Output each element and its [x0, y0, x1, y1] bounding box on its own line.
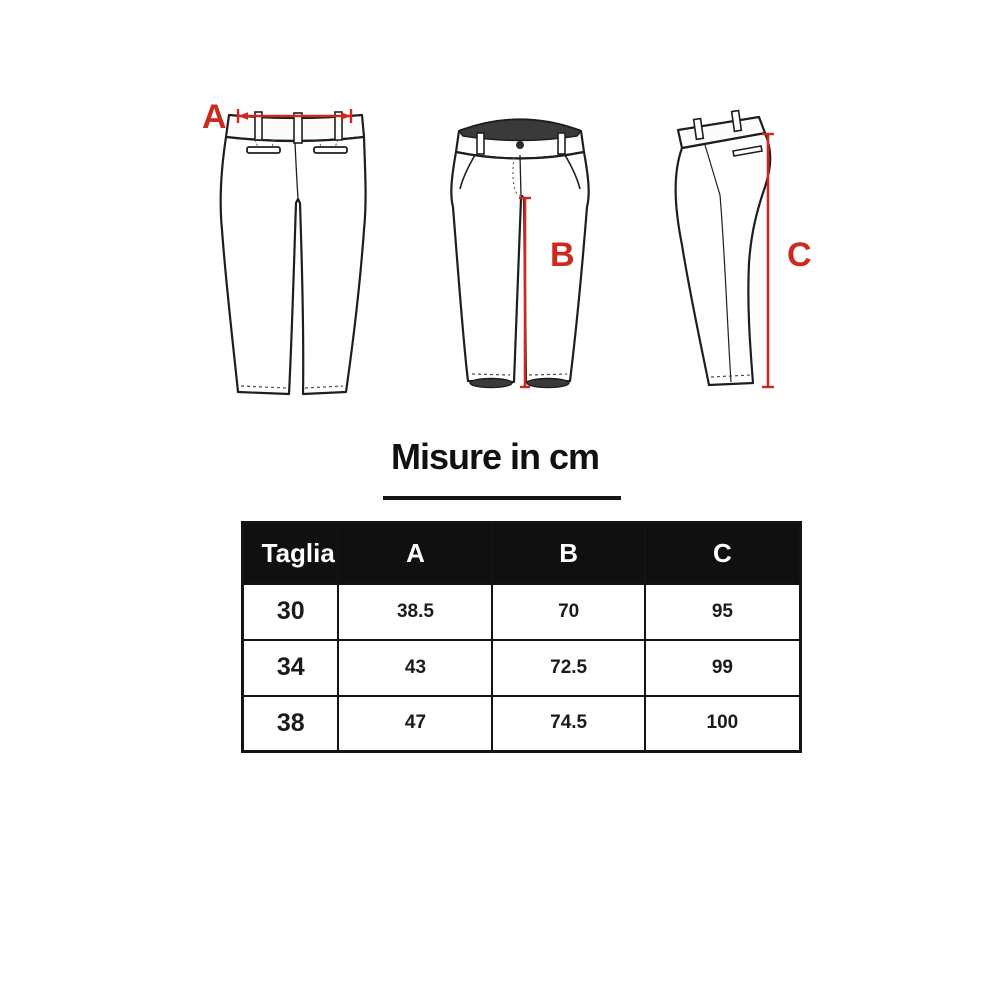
- value-cell: 72.5: [492, 640, 644, 696]
- size-cell: 34: [243, 640, 339, 696]
- pants-front-view-drawing: [430, 95, 620, 405]
- header-cell-taglia: Taglia: [243, 523, 339, 584]
- title-underline: [383, 496, 621, 500]
- value-cell: 70: [492, 584, 644, 640]
- value-cell: 74.5: [492, 696, 644, 752]
- measure-label-c: C: [787, 236, 812, 274]
- table-row: [243, 696, 801, 752]
- value-cell: 38.5: [338, 584, 492, 640]
- value-cell: 99: [645, 640, 801, 696]
- size-table-header: [243, 523, 801, 584]
- value-cell: 47: [338, 696, 492, 752]
- size-cell: 38: [243, 696, 339, 752]
- size-cell: 30: [243, 584, 339, 640]
- value-cell: 95: [645, 584, 801, 640]
- page-title: Misure in cm: [390, 436, 600, 477]
- pants-back-view-drawing: [195, 95, 395, 415]
- back-body-outline: [221, 137, 366, 394]
- left-hem-dark: [470, 379, 512, 388]
- value-cell: 100: [645, 696, 801, 752]
- side-body-outline: [676, 133, 771, 385]
- header-cell-c: C: [645, 523, 801, 584]
- table-row: [243, 640, 801, 696]
- header-cell-b: B: [492, 523, 644, 584]
- right-hem-dark: [527, 379, 569, 388]
- measure-label-b: B: [550, 236, 575, 274]
- size-table: [241, 521, 802, 753]
- header-row: [243, 523, 801, 584]
- value-cell: 43: [338, 640, 492, 696]
- header-cell-a: A: [338, 523, 492, 584]
- waist-button: [516, 141, 524, 149]
- measure-label-a: A: [202, 98, 227, 136]
- table-row: [243, 584, 801, 640]
